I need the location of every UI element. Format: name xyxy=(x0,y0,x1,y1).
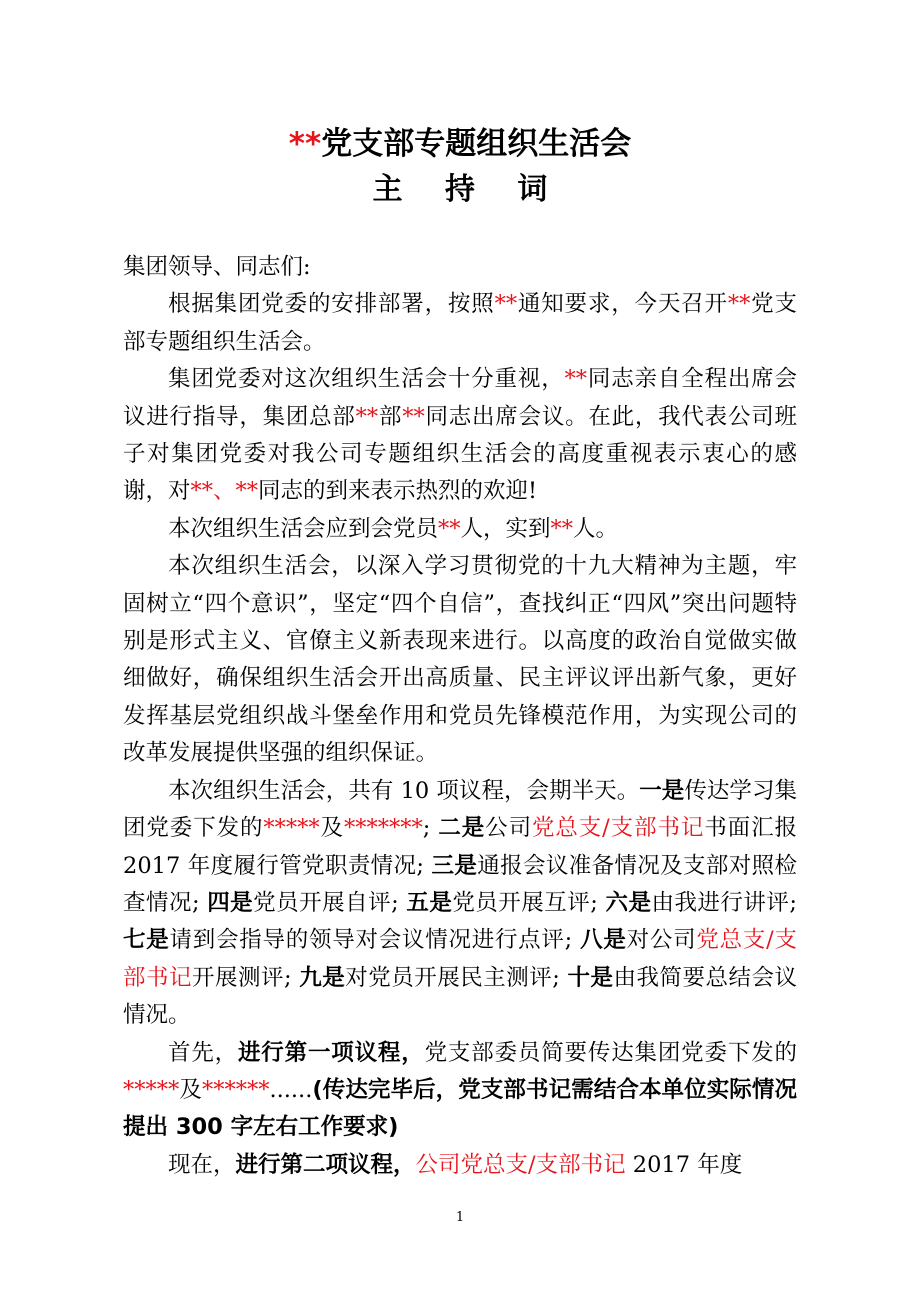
paragraph-3 xyxy=(123,511,797,548)
text-run: 及 xyxy=(179,1076,202,1103)
placeholder-text: ** xyxy=(550,515,574,542)
salutation: 集团领导、同志们: xyxy=(123,254,311,280)
text-run: 党支部专题组织生活会。 xyxy=(123,291,797,355)
paragraph-5-agenda xyxy=(123,773,797,1035)
placeholder-text: ** xyxy=(727,291,751,318)
paragraph-7 xyxy=(123,1147,797,1184)
placeholder-text: ** xyxy=(402,403,425,430)
text-run: 同志亲自全程出席会议进行指导，集团总部 xyxy=(123,366,797,430)
document-subtitle: 主 持 词 xyxy=(372,172,564,207)
text-run: 集团党委对这次组织生活会十分重视， xyxy=(168,366,565,393)
text-run: ; xyxy=(422,815,439,842)
document-body xyxy=(123,249,797,1184)
paragraph-1 xyxy=(123,286,797,361)
placeholder-text: ***** xyxy=(123,1076,180,1103)
text-run: 本次组织生活会应到会党员 xyxy=(168,515,439,542)
text-run: 本次组织生活会，共有 10 项议程，会期半天。 xyxy=(168,777,640,804)
text-run: 部 xyxy=(378,403,403,430)
placeholder-text: 党总支/支部书记 xyxy=(531,815,705,842)
agenda-marker: 五是 xyxy=(406,889,453,916)
title-text: 党支部专题组织生活会 xyxy=(321,126,632,162)
agenda-marker: 二是 xyxy=(438,815,486,842)
text-run: 人，实到 xyxy=(460,515,551,542)
agenda-item-heading: 进行第二项议程， xyxy=(235,1151,416,1178)
agenda-marker: 六是 xyxy=(605,889,652,916)
agenda-marker: 八是 xyxy=(580,927,627,954)
text-run: 党员开展互评; xyxy=(452,889,606,916)
text-run: ...... xyxy=(269,1076,313,1103)
agenda-marker: 四是 xyxy=(207,889,254,916)
text-run: 通知要求，今天召开 xyxy=(517,291,728,318)
text-run: 由我进行讲评; xyxy=(651,889,797,916)
text-run: 2017 年度 xyxy=(625,1151,743,1178)
text-run: 由我简要总结会议情况。 xyxy=(123,964,797,1029)
text-run: 党员开展自评; xyxy=(253,889,407,916)
placeholder-text: ** xyxy=(355,403,379,430)
text-run: 公司 xyxy=(485,815,532,842)
agenda-marker: 三是 xyxy=(431,852,478,879)
placeholder-text: ** xyxy=(564,366,588,393)
text-run: 开展测评; xyxy=(192,964,300,991)
agenda-marker: 十是 xyxy=(567,964,614,991)
placeholder-text: ** xyxy=(438,515,461,542)
instruction-note: (传达完毕后，党支部书记需结合本单位实际情况提出 300 字左右工作要求) xyxy=(123,1076,797,1141)
placeholder-text: **、** xyxy=(190,478,259,505)
placeholder-text: ** xyxy=(494,291,518,318)
text-run: 书面汇报 2017 年度履行管党职责情况; xyxy=(123,815,797,879)
placeholder-text: 党总支/支部书记 xyxy=(123,927,797,991)
text-run: 对党员开展民主测评; xyxy=(345,964,568,991)
agenda-marker: 一是 xyxy=(639,777,685,804)
text-run: 现在， xyxy=(168,1151,236,1178)
text-run: 人。 xyxy=(573,515,619,542)
text-run: 对公司 xyxy=(626,927,697,954)
page-number: 1 xyxy=(455,1210,465,1225)
paragraph-4: 本次组织生活会，以深入学习贯彻党的十九大精神为主题，牢固树立“四个意识”，坚定“四个自信”，查找纠正“四风”突出问题特别是形式主义、官僚主义新表现来进行。以高度的政治自觉做实做细做好，确保组织生活会开出高质量、民主评议评出新气象，更好发挥基层党组织战斗堡垒作用和党员先锋模范作用，为实现公司的改革发展提供坚强的组织保证。 xyxy=(123,553,797,767)
text-run: 请到会指导的领导对会议情况进行点评; xyxy=(169,927,581,954)
text-run: 首先， xyxy=(168,1039,238,1066)
text-run: 党支部委员简要传达集团党委下发的 xyxy=(424,1039,797,1066)
agenda-marker: 七是 xyxy=(123,927,170,954)
document-title xyxy=(0,122,920,166)
placeholder-text: 公司党总支/支部书记 xyxy=(415,1151,626,1178)
text-run: 通报会议准备情况及支部对照检查情况; xyxy=(123,852,797,916)
text-run: 同志的到来表示热烈的欢迎! xyxy=(258,478,538,505)
text-run: 及 xyxy=(319,815,344,842)
placeholder-text: ****** xyxy=(201,1076,270,1103)
title-placeholder: ** xyxy=(288,126,322,162)
paragraph-2 xyxy=(123,361,797,511)
text-run: 传达学习集团党委下发的 xyxy=(123,777,797,842)
placeholder-text: ***** xyxy=(263,815,320,842)
paragraph-6 xyxy=(123,1035,797,1147)
agenda-item-heading: 进行第一项议程， xyxy=(237,1039,425,1066)
placeholder-text: ******* xyxy=(343,815,423,842)
agenda-marker: 九是 xyxy=(299,964,346,991)
text-run: 同志出席会议。在此，我代表公司班子对集团党委对我公司专题组织生活会的高度重视表示衷心的感谢，对 xyxy=(123,403,797,505)
text-run: 根据集团党委的安排部署，按照 xyxy=(168,291,495,318)
